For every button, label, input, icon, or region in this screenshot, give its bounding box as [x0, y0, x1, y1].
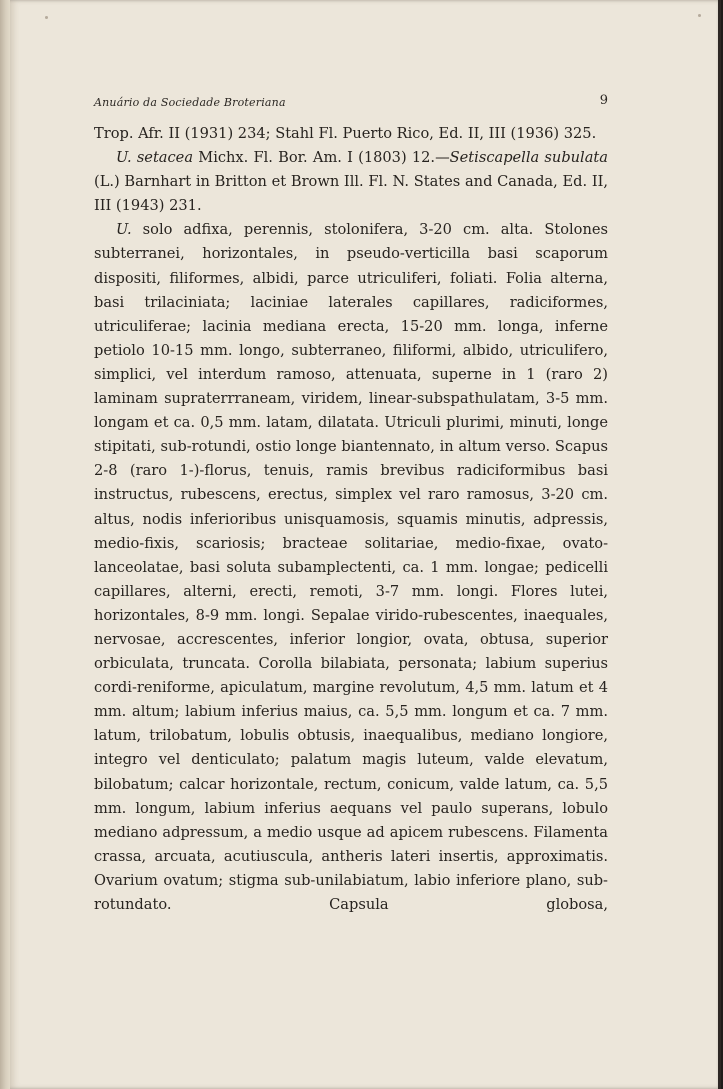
synonym-name: Setiscapella subulata	[449, 149, 608, 167]
book-binding-edge	[0, 0, 10, 1089]
journal-title: Anuário da Sociedade Broteriana	[94, 96, 286, 109]
reference-text: (L.) Barnhart in Britton et Brown Ill. Fl. N. States and Canada, Ed. II, III (1943) 231.	[94, 173, 608, 215]
running-head	[94, 93, 608, 114]
page-number: 9	[599, 93, 608, 108]
reference-text: Michx. Fl. Bor. Am. I (1803) 12.—	[193, 149, 450, 167]
species-name: U. setacea	[116, 149, 194, 167]
paragraph-description	[94, 218, 608, 917]
description-text: solo adfixa, perennis, stolonifera, 3-20 cm. alta. Stolones subterranei, horizontales, in pseudo-verticilla basi scaporum dispositi, filiformes, albidi, parce utriculiferi, foliati. Folia alterna, basi trilaciniata; laciniae laterales capillares, radiciformes, utriculiferae; lacinia mediana erecta, 15-20 mm. longa, inferne petiolo 10-15 mm. longo, subterraneo, filiformi, albido, utriculifero, simplici, vel interdum ramoso, attenuata, superne in 1 (raro 2) laminam supraterrraneam, viridem, linear-subspathulatam, 3-5 mm. longam et ca. 0,5 mm. latam, dilatata. Utriculi plurimi, minuti, longe stipitati, sub-rotundi, ostio longe biantennato, in altum verso. Scapus 2-8 (raro 1-)-florus, tenuis, ramis brevibus radiciformibus basi instructus, rubescens, erectus, simplex vel raro ramosus, 3-20 cm. altus, nodis inferioribus unisquamosis, squamis minutis, adpressis, medio-fixis, scariosis; bracteae solitariae, medio-fixae, ovato-lanceolatae, basi soluta subamplectenti, ca. 1 mm. longae; pedicelli capillares, alterni, erecti, remoti, 3-7 mm. longi. Flores lutei, horizontales, 8-9 mm. longi. Sepalae virido-rubescentes, inaequales, nervosae, accrescentes, inferior longior, ovata, obtusa, superior orbiculata, truncata. Corolla bilabiata, personata; labium superius cordi-reniforme, apiculatum, margine revolutum, 4,5 mm. latum et 4 mm. altum; labium inferius maius, ca. 5,5 mm. longum et ca. 7 mm. latum, trilobatum, lobulis obtusis, inaequalibus, mediano longiore, integro vel denticulato; palatum magis luteum, valde elevatum, bilobatum; calcar horizontale, rectum, conicum, valde latum, ca. 5,5 mm. longum, labium inferius aequans vel paulo superans, lobulo mediano adpressum, a medio usque ad apicem rubescens. Filamenta crassa, arcuata, acutiuscula, antheris lateri insertis, approximatis. Ovarium ovatum; stigma sub-unilabiatum, labio inferiore plano, sub-rotundato. Capsula globosa,	[94, 221, 608, 913]
paragraph-synonymy	[94, 146, 608, 218]
paragraph-citation	[94, 122, 608, 146]
genus-abbreviation: U.	[116, 221, 132, 239]
body-text	[94, 122, 608, 917]
paper-speck	[45, 16, 48, 19]
paper-speck	[698, 14, 701, 17]
citation-text: Trop. Afr. II (1931) 234; Stahl Fl. Puerto Rico, Ed. II, III (1936) 325.	[94, 125, 597, 142]
